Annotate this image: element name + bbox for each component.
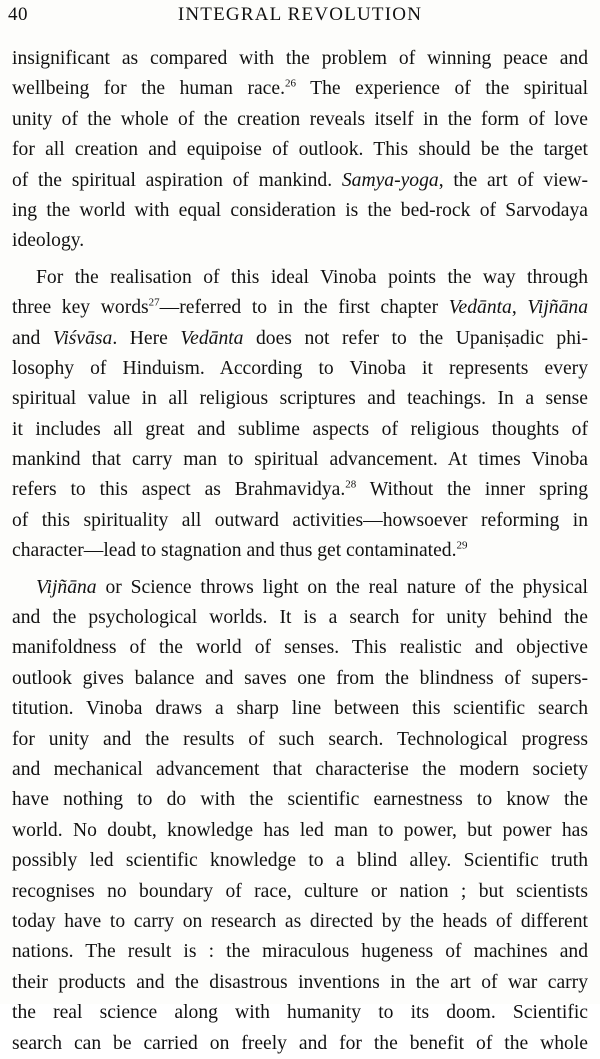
italic-term: Vedānta <box>448 297 512 319</box>
body-text <box>12 44 588 1059</box>
text-segment: have nothing to do with the scientific earnestness to know the <box>12 789 588 811</box>
italic-term: Vedānta <box>180 327 244 349</box>
text-segment: or Science throws light on the real nature of the physical <box>96 576 588 598</box>
page-number: 40 <box>8 4 28 25</box>
text-segment: —referred to in the first chapter <box>159 297 449 319</box>
text-segment: , <box>511 297 528 319</box>
text-line <box>12 415 588 445</box>
text-segment: ing the world with equal consideration is the bed-rock of Sarvodaya <box>12 199 588 221</box>
text-segment: ideology. <box>12 230 85 252</box>
text-segment: world. No doubt, knowledge has led man to power, but power has <box>12 819 588 841</box>
text-line <box>12 664 588 694</box>
italic-term: Samya-yoga <box>341 169 439 191</box>
text-line <box>12 633 588 663</box>
paragraph <box>12 263 588 567</box>
italic-term: Vijñāna <box>527 297 588 319</box>
text-line <box>12 293 588 323</box>
footnote-ref: 28 <box>345 478 357 491</box>
text-segment: character—lead to stagnation and thus get contaminated. <box>12 540 457 562</box>
text-segment: recognises no boundary of race, culture or nation ; but scientists <box>12 880 588 902</box>
text-line <box>12 1029 588 1059</box>
text-line <box>12 506 588 536</box>
text-line <box>12 475 588 505</box>
text-segment: today have to carry on research as directed by the heads of different <box>12 910 588 932</box>
text-line <box>12 135 588 165</box>
text-segment: nations. The result is : the miraculous hugeness of machines and <box>12 941 588 963</box>
text-segment: unity of the whole of the creation reveals itself in the form of love <box>12 108 588 130</box>
paragraph <box>12 573 588 1059</box>
text-line <box>12 907 588 937</box>
text-segment: outlook gives balance and saves one from the blindness of supers- <box>12 667 588 689</box>
text-segment: and mechanical advancement that characterise the modern society <box>12 758 588 780</box>
text-segment: spiritual value in all religious scriptures and teachings. In a sense <box>12 388 588 410</box>
text-line <box>12 324 588 354</box>
running-title: INTEGRAL REVOLUTION <box>177 4 423 25</box>
text-segment: manifoldness of the world of senses. This realistic and objective <box>12 637 588 659</box>
text-line <box>12 105 588 135</box>
text-line <box>12 196 588 226</box>
italic-term: Viśvāsa <box>52 327 113 349</box>
text-segment: it includes all great and sublime aspects of religious thoughts of <box>12 418 588 440</box>
text-line <box>12 166 588 196</box>
text-line <box>12 937 588 967</box>
text-segment: search can be carried on freely and for the benefit of the whole <box>12 1032 588 1054</box>
text-line <box>12 816 588 846</box>
footnote-ref: 27 <box>148 296 160 309</box>
text-segment: The experience of the spiritual <box>295 78 589 100</box>
text-segment: , the art of view- <box>438 169 589 191</box>
text-line <box>12 263 588 293</box>
text-segment: wellbeing for the human race. <box>12 78 285 100</box>
text-line <box>12 694 588 724</box>
text-line <box>12 968 588 998</box>
footnote-ref: 29 <box>456 539 468 552</box>
footnote-ref: 26 <box>284 77 296 90</box>
text-line <box>12 226 588 256</box>
text-segment: mankind that carry man to spiritual advancement. At times Vinoba <box>12 449 588 471</box>
text-segment: of the spiritual aspiration of mankind. <box>12 169 342 191</box>
italic-term: Vijñāna <box>36 576 97 598</box>
text-segment: refers to this aspect as Brahmavidya. <box>12 479 346 501</box>
text-segment: . Here <box>112 327 181 349</box>
text-segment: and <box>12 327 53 349</box>
text-line <box>12 384 588 414</box>
text-line <box>12 44 588 74</box>
text-line <box>12 785 588 815</box>
text-segment: three key words <box>12 297 149 319</box>
page-header <box>8 4 592 28</box>
text-line <box>12 354 588 384</box>
text-segment: losophy of Hinduism. According to Vinoba it represents every <box>12 357 588 379</box>
text-segment: and the psychological worlds. It is a search for unity behind the <box>12 607 588 629</box>
text-line <box>12 536 588 566</box>
text-segment: their products and the disastrous inventions in the art of war carry <box>12 971 588 993</box>
text-line <box>12 877 588 907</box>
text-line <box>12 725 588 755</box>
text-line <box>12 603 588 633</box>
text-segment: for all creation and equipoise of outlook. This should be the target <box>12 139 588 161</box>
text-segment: for unity and the results of such search. Technological progress <box>12 728 588 750</box>
text-line <box>12 846 588 876</box>
text-segment: does not refer to the Upaniṣadic phi- <box>243 327 588 349</box>
text-segment: the real science along with humanity to its doom. Scientific <box>12 1002 588 1024</box>
paragraph <box>12 44 588 257</box>
text-segment: of this spirituality all outward activities—howsoever reforming in <box>12 509 588 531</box>
text-line <box>12 755 588 785</box>
text-line <box>12 998 588 1028</box>
text-line <box>12 445 588 475</box>
text-segment: insignificant as compared with the problem of winning peace and <box>12 48 588 69</box>
text-segment: For the realisation of this ideal Vinoba points the way through <box>36 266 588 288</box>
text-segment: Without the inner spring <box>356 479 588 501</box>
text-line <box>12 573 588 603</box>
text-segment: possibly led scientific knowledge to a blind alley. Scientific truth <box>12 850 588 872</box>
text-segment: titution. Vinoba draws a sharp line between this scientific search <box>12 698 588 720</box>
text-line <box>12 74 588 104</box>
